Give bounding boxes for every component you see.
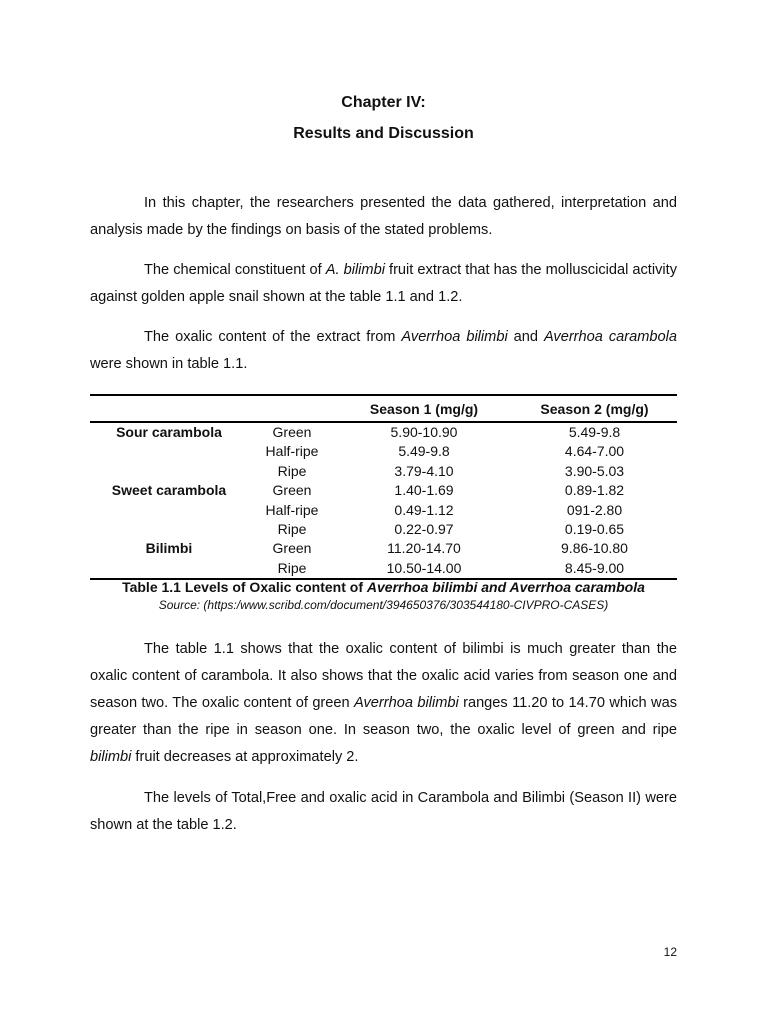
table-caption — [90, 579, 677, 595]
table-source: Source: (https:/www.scribd.com/document/394650376/303544180-CIVPRO-CASES) — [158, 598, 609, 612]
page-number: 12 — [663, 945, 677, 959]
text: were shown in table 1.1. — [90, 356, 248, 372]
text: The table 1.1 shows that the oxalic content of bilimbi is much greater than the oxalic content of carambola. It also shows that the oxalic acid varies from season one and season two. The oxalic content of green — [90, 641, 677, 711]
fruit-cell: Sweet carambola — [111, 482, 227, 499]
ripeness-cell: Half-ripe — [265, 501, 319, 518]
table-row — [90, 539, 677, 558]
season-1-cell: 0.49-1.12 — [394, 501, 454, 518]
caption-text: Table 1.1 Levels of Oxalic content of — [122, 579, 367, 595]
species-name: Averrhoa bilimbi — [401, 329, 508, 345]
fruit-cell: Sour carambola — [116, 424, 222, 440]
fruit-cell — [90, 520, 248, 539]
text: and — [507, 329, 544, 345]
table-row — [90, 462, 677, 481]
paragraph-constituent — [90, 257, 677, 311]
table-row — [90, 520, 677, 539]
season-1-cell: 5.90-10.90 — [390, 424, 458, 440]
paragraph-table-1-2 — [90, 785, 677, 839]
header-cell — [90, 395, 248, 422]
ripeness-cell: Half-ripe — [265, 443, 319, 460]
species-name: Averrhoa bilimbi — [354, 695, 459, 711]
season-1-cell: 0.22-0.97 — [394, 521, 454, 538]
paragraph-oxalic-intro — [90, 324, 677, 378]
chapter-number: Chapter IV: — [341, 94, 426, 111]
header-season-1: Season 1 (mg/g) — [336, 395, 512, 422]
text: The oxalic content of the extract from — [144, 329, 402, 345]
season-2-cell: 5.49-9.8 — [568, 424, 621, 440]
season-2-cell: 4.64-7.00 — [564, 443, 625, 460]
ripeness-cell: Ripe — [277, 521, 307, 538]
fruit-cell: Bilimbi — [145, 540, 193, 557]
fruit-cell — [90, 462, 248, 481]
season-2-cell: 0.89-1.82 — [564, 482, 625, 499]
chapter-title: Results and Discussion — [293, 125, 474, 142]
text: fruit decreases at approximately 2. — [131, 749, 359, 765]
ripeness-cell: Ripe — [277, 462, 307, 479]
text: The chemical constituent of — [144, 262, 326, 278]
season-2-cell: 091-2.80 — [566, 501, 623, 518]
season-1-cell: 1.40-1.69 — [394, 482, 454, 499]
ripeness-cell: Green — [272, 424, 312, 440]
season-2-cell: 0.19-0.65 — [564, 521, 625, 538]
season-2-cell: 3.90-5.03 — [564, 462, 625, 479]
paragraph-intro — [90, 190, 677, 244]
text: ranges 11.20 to 14.70 which was greater than the ripe in season one. In season two, the oxalic level of green and ripe — [90, 695, 677, 738]
paragraph-intro-text: In this chapter, the researchers presented the data gathered, interpretation and analysis made by the findings on basis of the stated problems. — [90, 195, 677, 238]
caption-species: Averrhoa bilimbi and Averrhoa carambola — [366, 579, 645, 595]
fruit-cell — [90, 442, 248, 461]
ripeness-cell: Green — [272, 482, 312, 499]
text: fruit extract that has the molluscicidal activity against golden apple snail shown at the table 1.1 and 1.2. — [90, 262, 677, 305]
ripeness-cell: Green — [272, 540, 312, 557]
fruit-cell — [90, 501, 248, 520]
ripeness-cell: Ripe — [248, 559, 336, 579]
fruit-cell — [90, 559, 248, 579]
header-cell — [248, 395, 336, 422]
species-name: A. bilimbi — [325, 262, 385, 278]
table-row — [90, 442, 677, 461]
table-row — [90, 559, 677, 579]
season-2-cell: 9.86-10.80 — [561, 540, 628, 557]
species-name: Averrhoa carambola — [543, 329, 677, 345]
season-1-cell: 11.20-14.70 — [387, 540, 461, 557]
season-2-cell: 8.45-9.00 — [512, 559, 677, 579]
paragraph-analysis — [90, 636, 677, 771]
oxalic-content-table — [90, 394, 677, 580]
table-row — [90, 422, 677, 442]
season-1-cell: 3.79-4.10 — [394, 462, 454, 479]
paragraph-table-1-2-text: The levels of Total,Free and oxalic acid in Carambola and Bilimbi (Season II) were shown at the table 1.2. — [90, 790, 677, 833]
species-name: bilimbi — [90, 749, 132, 765]
table-row — [90, 501, 677, 520]
table-row — [90, 481, 677, 500]
table-header-row — [90, 395, 677, 422]
season-1-cell: 10.50-14.00 — [336, 559, 512, 579]
season-1-cell: 5.49-9.8 — [398, 443, 450, 460]
header-season-2: Season 2 (mg/g) — [512, 395, 677, 422]
